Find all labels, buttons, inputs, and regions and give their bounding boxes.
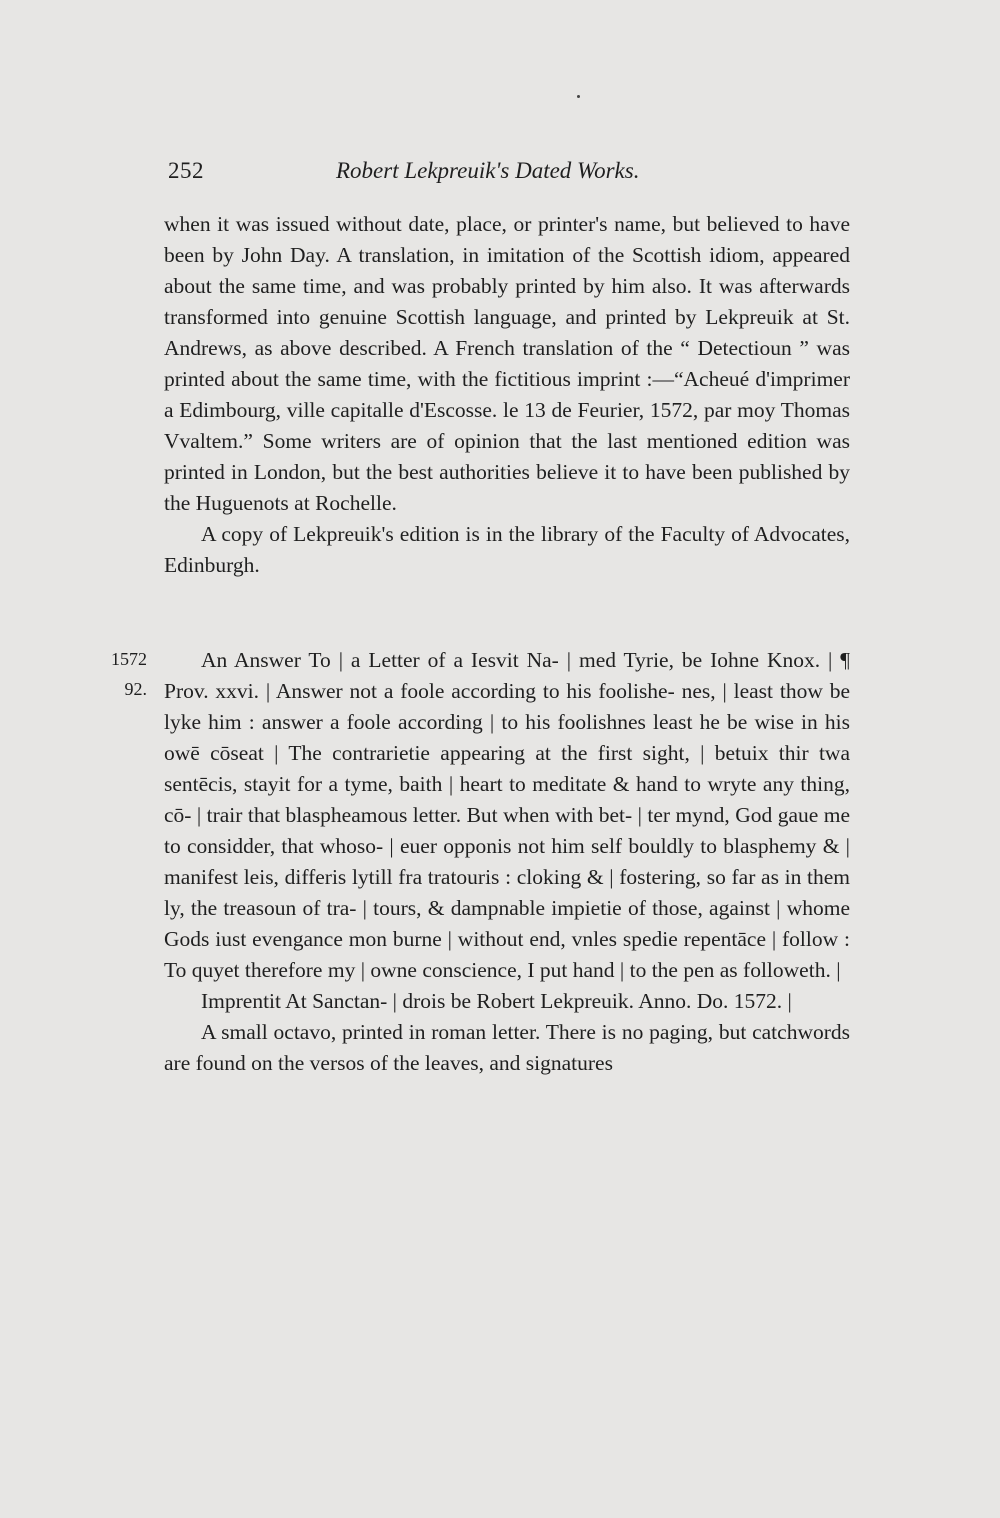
paragraph-copy-location: A copy of Lekpreuik's edition is in the library of the Faculty of Advocates, Edinburgh. — [164, 522, 850, 577]
entry-text — [164, 645, 850, 1079]
margin-entry-number: 92. — [124, 679, 147, 699]
margin-year: 1572 — [111, 649, 147, 669]
entry-description: A small octavo, printed in roman letter. There is no paging, but catchwords are found on the versos of the leaves, and signatures — [164, 1020, 850, 1075]
page-header — [0, 158, 1000, 194]
paragraph-detectioun: when it was issued without date, place, or printer's name, but believed to have been by John Day. A translation, in imitation of the Scottish idiom, appeared about the same time, and was probably printed by him also. It was afterwards transformed into genuine Scottish language, and printed by Lekpreuik at St. Andrews, as above described. A French translation of the “ Detectioun ” was printed about the same time, with the fictitious imprint :—“Acheué d'imprimer a Edimbourg, ville capitalle d'Escosse. le 13 de Feurier, 1572, par moy Thomas Vvaltem.” Some writers are of opinion that the last mentioned edition was printed in London, but the best authorities believe it to have been published by the Huguenots at Rochelle. — [164, 212, 850, 515]
page-number: 252 — [168, 158, 204, 183]
running-title: Robert Lekpreuik's Dated Works. — [336, 158, 640, 183]
entry-title: An Answer To | a Letter of a Iesvit Na- | med Tyrie, be Iohne Knox. | ¶ Prov. xxvi. | Answer not a foole according to his foolishe- nes, | least thow be lyke him : answer a foole according | to his foolishnes least he be wise in his owē cōseat | The contrarietie appearing at the first sight, | betuix thir twa sentēcis, stayit for a tyme, baith | heart to meditate & hand to wryte any thing, cō- | trair that blaspheamous letter. But when with bet- | ter mynd, God gaue me to considder, that whoso- | euer opponis not him self bouldly to blasphemy & | manifest leis, differis lytill fra tratouris : cloking & | fostering, so far as in them ly, the treasoun of tra- | tours, & dampnable impietie of those, against | whome Gods iust evengance mon burne | without end, vnles spedie repentāce | follow : To quyet therefore my | owne conscience, I put hand | to the pen as followeth. | — [164, 648, 850, 982]
entry-imprint: Imprentit At Sanctan- | drois be Robert Lekpreuik. Anno. Do. 1572. | — [201, 989, 792, 1013]
page-speck — [577, 95, 580, 98]
body-text-top — [164, 209, 850, 581]
